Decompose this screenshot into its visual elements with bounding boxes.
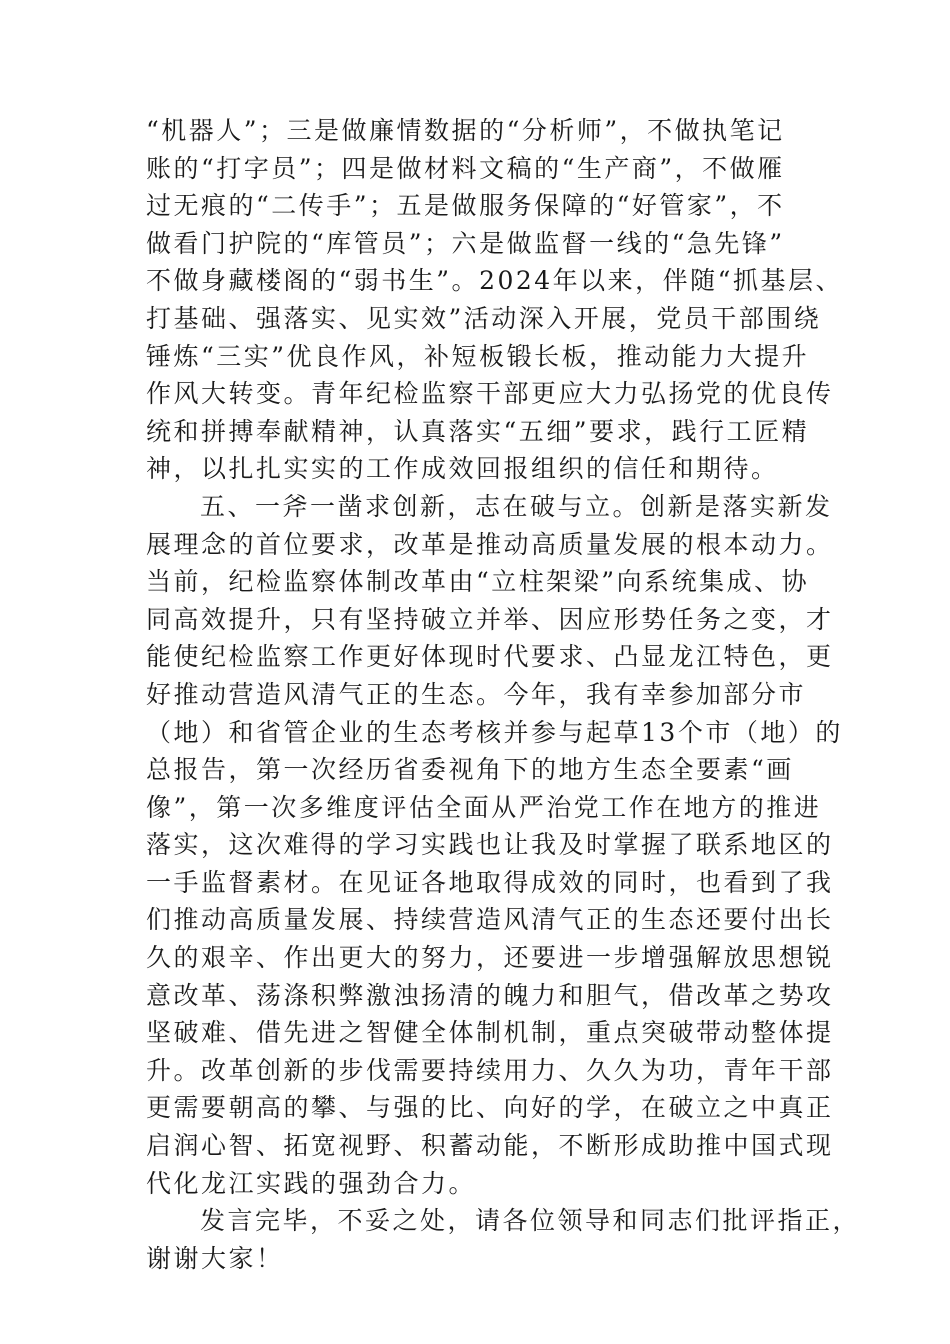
text-line: （地）和省管企业的生态考核并参与起草13个市（地）的: [146, 717, 843, 747]
text-line: 谢谢大家！: [146, 1243, 284, 1273]
text-line: 启润心智、拓宽视野、积蓄动能，不断形成助推中国式现: [146, 1131, 834, 1161]
text-line: 当前，纪检监察体制改革由“立柱架梁”向系统集成、协: [146, 567, 810, 597]
text-line: 久的艰辛、作出更大的努力，还要进一步增强解放思想锐: [146, 943, 834, 973]
text-line: 同高效提升，只有坚持破立并举、因应形势任务之变，才: [146, 604, 834, 634]
text-line: 作风大转变。青年纪检监察干部更应大力弘扬党的优良传: [146, 379, 834, 409]
text-line: 落实，这次难得的学习实践也让我及时掌握了联系地区的: [146, 830, 834, 860]
text-line: 坚破难、借先进之智健全体制机制，重点突破带动整体提: [146, 1018, 834, 1048]
text-line: 统和拼搏奉献精神，认真落实“五细”要求，践行工匠精: [146, 416, 810, 446]
paragraph-start-line: 五、一斧一凿求创新，志在破与立。创新是落实新发: [200, 491, 833, 521]
text-line: 过无痕的“二传手”；五是做服务保障的“好管家”，不: [146, 191, 785, 221]
text-line: 总报告，第一次经历省委视角下的地方生态全要素“画: [146, 755, 794, 785]
text-line: 账的“打字员”；四是做材料文稿的“生产商”，不做雁: [146, 153, 785, 183]
text-line: 打基础、强落实、见实效”活动深入开展，党员干部围绕: [146, 303, 822, 333]
text-line: 一手监督素材。在见证各地取得成效的同时，也看到了我: [146, 867, 834, 897]
text-line: 能使纪检监察工作更好体现时代要求、凸显龙江特色，更: [146, 642, 834, 672]
text-line: 更需要朝高的攀、与强的比、向好的学，在破立之中真正: [146, 1093, 834, 1123]
text-line: 不做身藏楼阁的“弱书生”。2024年以来，伴随“抓基层、: [146, 266, 843, 296]
text-line: 好推动营造风清气正的生态。今年，我有幸参加部分市: [146, 679, 807, 709]
text-line: 锤炼“三实”优良作风，补短板锻长板，推动能力大提升: [146, 341, 810, 371]
body-text: [146, 112, 861, 1277]
text-line: 升。改革创新的步伐需要持续用力、久久为功，青年干部: [146, 1055, 834, 1085]
text-line: 代化龙江实践的强劲合力。: [146, 1168, 477, 1198]
text-line: 们推动高质量发展、持续营造风清气正的生态还要付出长: [146, 905, 834, 935]
text-line: 意改革、荡涤积弊激浊扬清的魄力和胆气，借改革之势攻: [146, 980, 834, 1010]
paragraph-start-line: 发言完毕，不妥之处，请各位领导和同志们批评指正，: [200, 1206, 861, 1236]
text-line: 做看门护院的“库管员”；六是做监督一线的“急先锋”: [146, 228, 785, 258]
text-line: “机器人”；三是做廉情数据的“分析师”，不做执笔记: [146, 116, 785, 145]
text-line: 像”，第一次多维度评估全面从严治党工作在地方的推进: [146, 792, 822, 822]
text-line: 神，以扎扎实实的工作成效回报组织的信任和期待。: [146, 454, 779, 484]
text-line: 展理念的首位要求，改革是推动高质量发展的根本动力。: [146, 529, 834, 559]
